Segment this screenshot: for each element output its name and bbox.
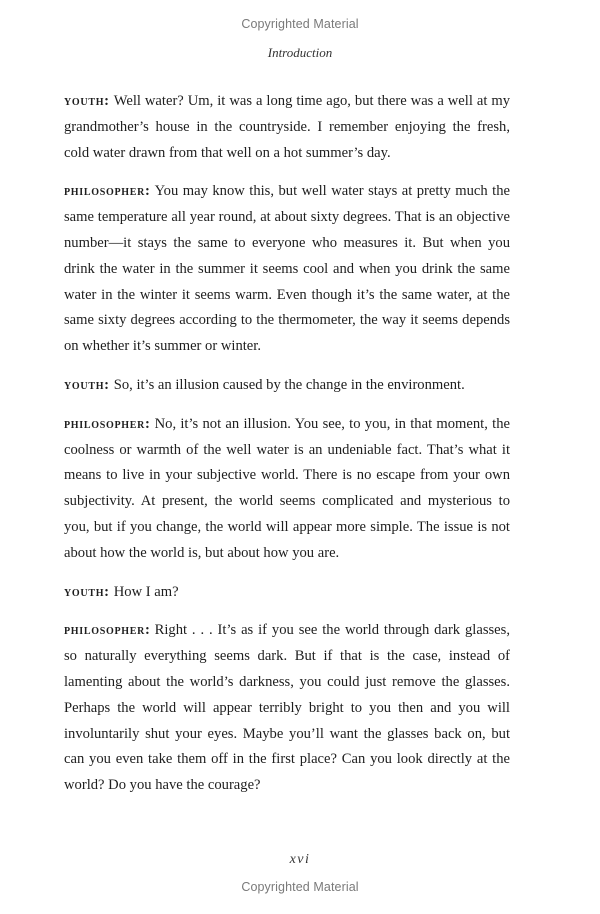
page-number: xvi (289, 852, 311, 867)
dialogue-paragraph (64, 89, 510, 166)
speaker-label: philosopher: (64, 183, 151, 200)
dialogue-text: You may know this, but well water stays at pretty much the same temperature all year round, at about sixty degrees. That is an objective number—it stays the same to everyone who measures it. But when you drink the water in the summer it seems cool and when you drink the same water in the winter it seems warm. Even though it’s the same water, at the same sixty degrees according to the thermometer, the way it seems depends on whether it’s summer or winter. (64, 183, 510, 355)
page-body (64, 89, 510, 812)
speaker-label: youth: (64, 376, 110, 393)
dialogue-text: Well water? Um, it was a long time ago, but there was a well at my grandmother’s house in the countryside. I remember enjoying the fresh, cold water drawn from that well on a hot summer’s day. (64, 93, 510, 161)
copyright-watermark-bottom: Copyrighted Material (241, 880, 359, 894)
dialogue-paragraph (64, 412, 510, 567)
running-head: Introduction (267, 45, 333, 60)
copyright-watermark-top: Copyrighted Material (241, 17, 359, 31)
dialogue-text: So, it’s an illusion caused by the change in the environment. (113, 376, 465, 393)
dialogue-paragraph (64, 618, 510, 799)
speaker-label: philosopher: (64, 415, 151, 432)
speaker-label: philosopher: (64, 622, 151, 639)
dialogue-text: Right . . . It’s as if you see the world through dark glasses, so naturally everything seems dark. But if that is the case, instead of lamenting about the world’s darkness, you could just remove the glasses. Perhaps the world will appear terribly bright to you then and you will involuntarily shut your eyes. Maybe you’ll want the glasses back on, but can you even take them off in the first place? Can you look directly at the world? Do you have the courage? (64, 622, 510, 794)
speaker-label: youth: (64, 583, 110, 600)
dialogue-paragraph (64, 580, 510, 606)
dialogue-text: No, it’s not an illusion. You see, to you, in that moment, the coolness or warmth of the well water is an undeniable fact. That’s what it means to live in your subjective world. There is no escape from your own subjectivity. At present, the world seems complicated and mysterious to you, but if you change, the world will appear more simple. The issue is not about how the world is, but about how you are. (64, 415, 510, 561)
dialogue-text: How I am? (113, 583, 179, 600)
dialogue-paragraph (64, 373, 510, 399)
dialogue-paragraph (64, 179, 510, 360)
speaker-label: youth: (64, 93, 110, 109)
